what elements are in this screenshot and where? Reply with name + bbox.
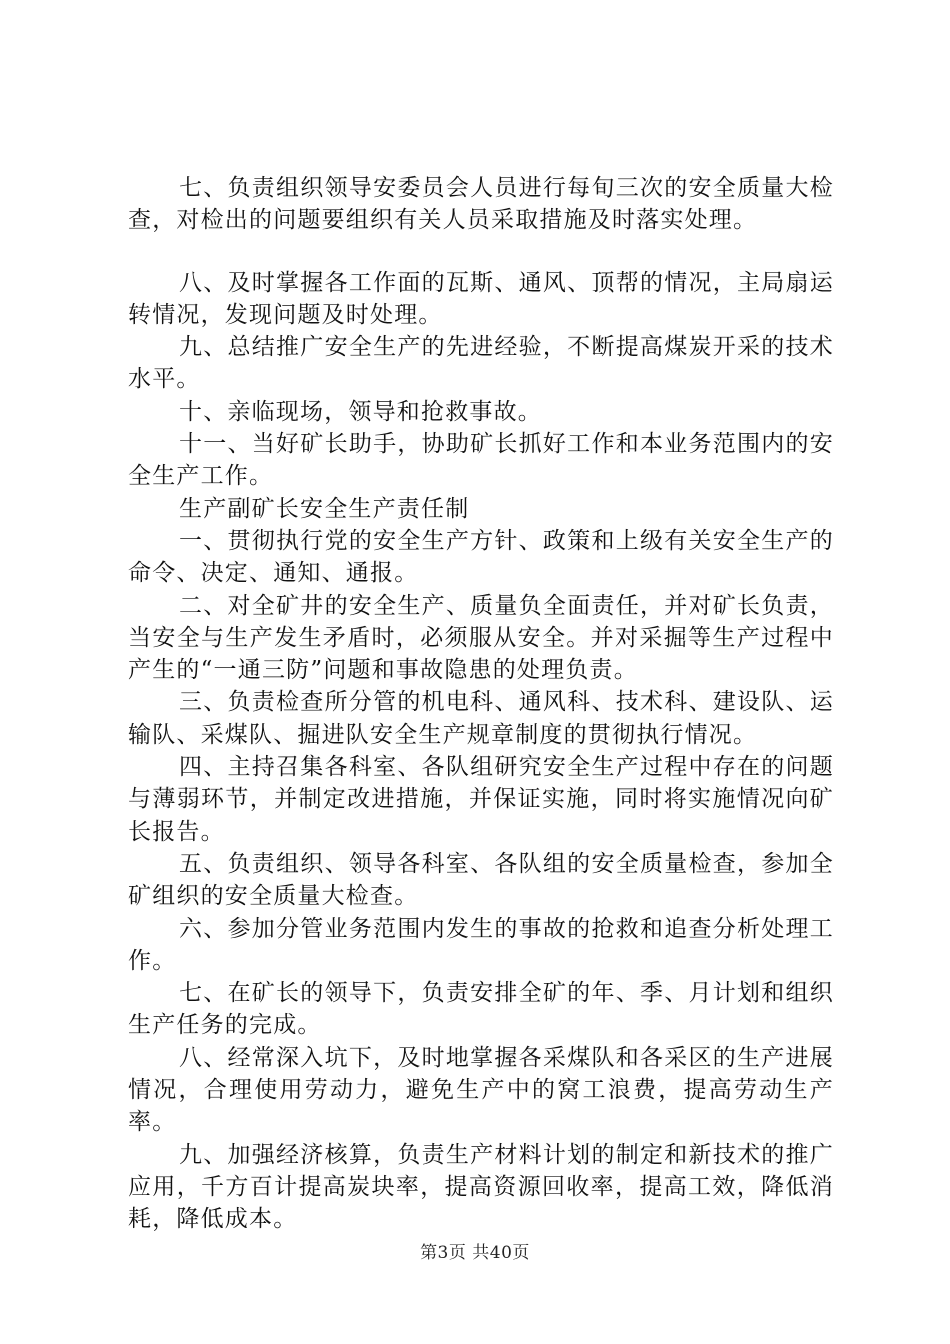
paragraph-12: 六、参加分管业务范围内发生的事故的抢救和追查分析处理工作。 bbox=[128, 915, 834, 974]
paragraph-11: 五、负责组织、领导各科室、各队组的安全质量检查，参加全矿组织的安全质量大检查。 bbox=[128, 850, 834, 910]
paragraph-4: 十、亲临现场，领导和抢救事故。 bbox=[179, 398, 542, 425]
paragraph-10: 四、主持召集各科室、各队组研究安全生产过程中存在的问题与薄弱环节，并制定改进措施，并保证实施，同时将实施情况向矿长报告。 bbox=[128, 754, 834, 845]
paragraph-9: 三、负责检查所分管的机电科、通风科、技术科、建设队、运输队、采煤队、掘进队安全生产规章制度的贯彻执行情况。 bbox=[128, 689, 834, 748]
paragraph-7: 一、贯彻执行党的安全生产方针、政策和上级有关安全生产的命令、决定、通知、通报。 bbox=[128, 527, 834, 587]
document-body bbox=[128, 172, 834, 1236]
paragraph-15: 九、加强经济核算，负责生产材料计划的制定和新技术的推广应用，千方百计提高炭块率，提高资源回收率，提高工效，降低消耗，降低成本。 bbox=[128, 1141, 834, 1233]
paragraph-3: 九、总结推广安全生产的先进经验，不断提高煤炭开采的技术水平。 bbox=[128, 334, 834, 393]
paragraph-14: 八、经常深入坑下，及时地掌握各采煤队和各采区的生产进展情况，合理使用劳动力，避免生产中的窝工浪费，提高劳动生产率。 bbox=[128, 1044, 834, 1136]
section-heading: 生产副矿长安全生产责任制 bbox=[179, 495, 470, 522]
paragraph-5: 十一、当好矿长助手，协助矿长抓好工作和本业务范围内的安全生产工作。 bbox=[128, 431, 834, 490]
paragraph-13: 七、在矿长的领导下，负责安排全矿的年、季、月计划和组织生产任务的完成。 bbox=[128, 980, 834, 1039]
paragraph-2: 八、及时掌握各工作面的瓦斯、通风、顶帮的情况，主局扇运转情况，发现问题及时处理。 bbox=[128, 269, 834, 328]
paragraph-1: 七、负责组织领导安委员会人员进行每旬三次的安全质量大检查，对检出的问题要组织有关人员采取措施及时落实处理。 bbox=[128, 175, 834, 234]
paragraph-8: 二、对全矿井的安全生产、质量负全面责任，并对矿长负责，当安全与生产发生矛盾时，必须服从安全。并对采掘等生产过程中产生的“一通三防”问题和事故隐患的处理负责。 bbox=[128, 592, 834, 684]
page-footer: 第3页 共40页 bbox=[420, 1243, 530, 1263]
